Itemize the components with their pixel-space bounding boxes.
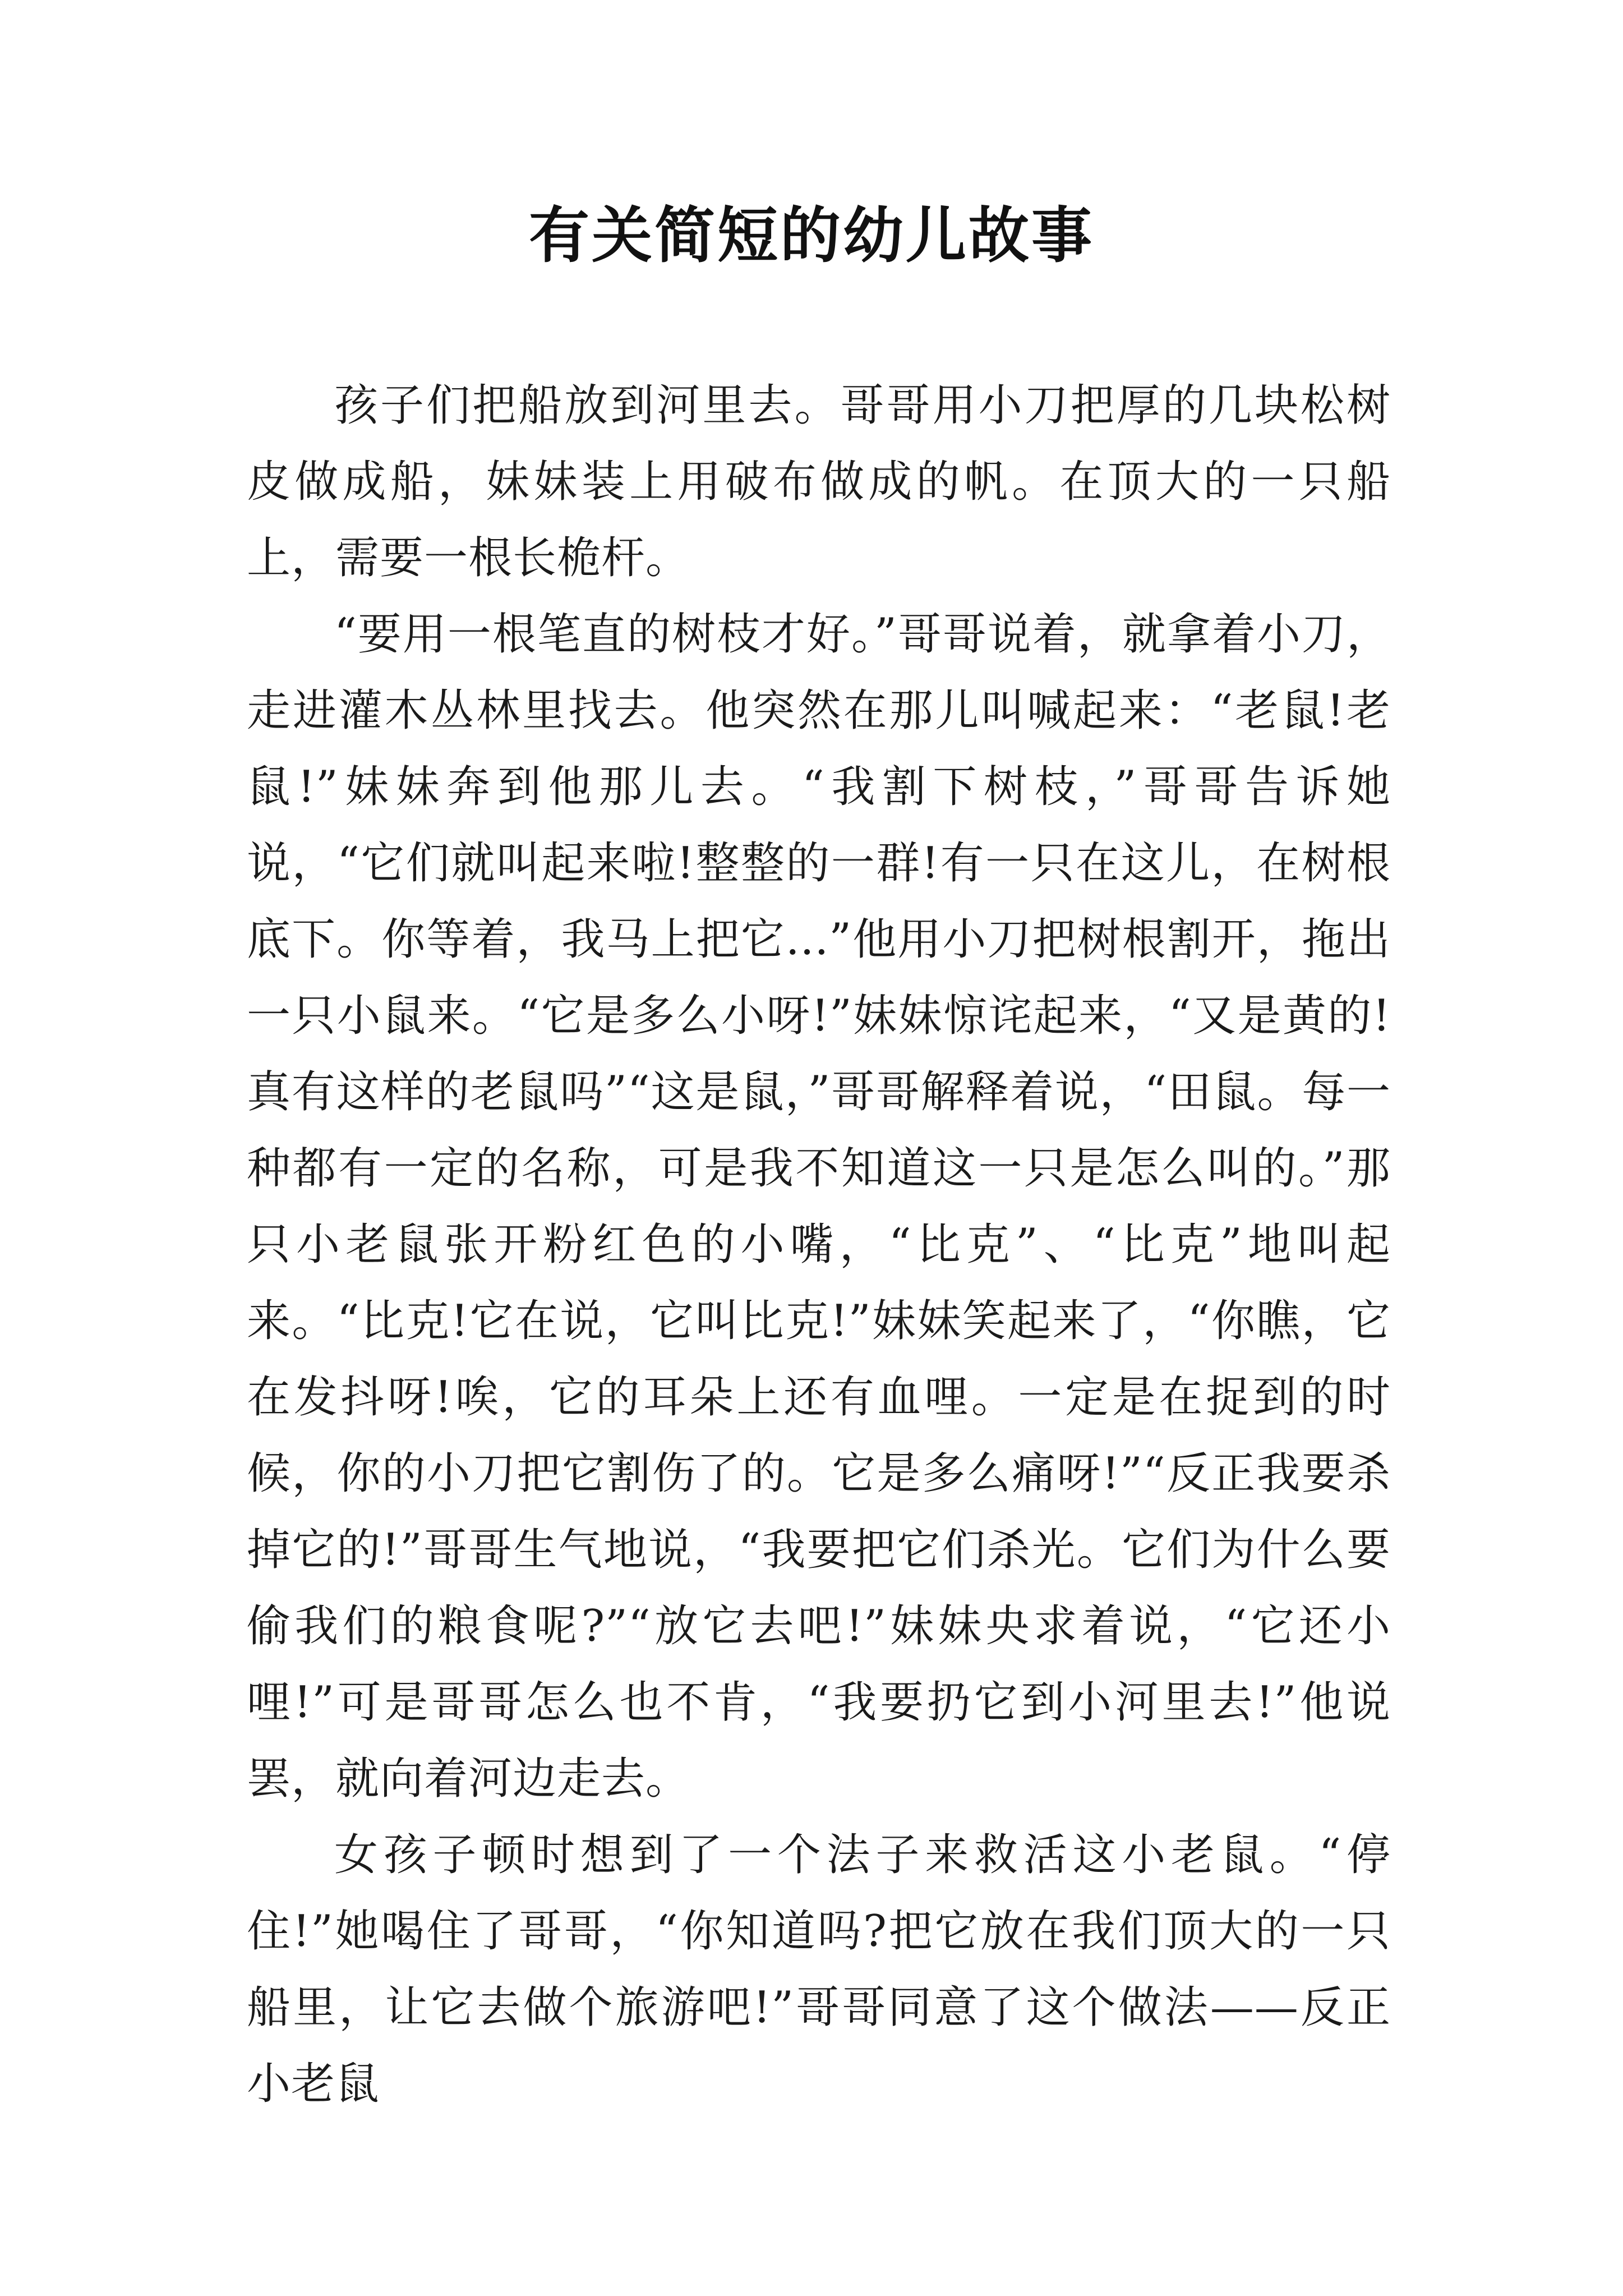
document-title: 有关简短的幼儿故事 [528,200,1094,271]
paragraph: “要用一根笔直的树枝才好。”哥哥说着，就拿着小刀，走进灌木丛林里找去。他突然在那儿叫喊起来：“老鼠!老鼠!”妹妹奔到他那儿去。“我割下树枝，”哥哥告诉她说，“它们就叫起来啦!整整的一群!有一只在这儿，在树根底下。你等着，我马上把它...”他用小刀把树根割开，拖出一只小鼠来。“它是多么小呀!”妹妹惊诧起来，“又是黄的!真有这样的老鼠吗”“这是鼠，”哥哥解释着说，“田鼠。每一种都有一定的名称，可是我不知道这一只是怎么叫的。”那只小老鼠张开粉红色的小嘴，“比克”、“比克”地叫起来。“比克!它在说，它叫比克!”妹妹笑起来了，“你瞧，它在发抖呀!唉，它的耳朵上还有血哩。一定是在捉到的时候，你的小刀把它割伤了的。它是多么痛呀!”“反正我要杀掉它的!”哥哥生气地说，“我要把它们杀光。它们为什么要偷我们的粮食呢?”“放它去吧!”妹妹央求着说，“它还小哩!”可是哥哥怎么也不肯，“我要扔它到小河里去!”他说罢，就向着河边走去。 [247,609,1391,1804]
paragraph: 女孩子顿时想到了一个法子来救活这小老鼠。“停住!”她喝住了哥哥，“你知道吗?把它放在我们顶大的一只船里，让它去做个旅游吧!”哥哥同意了这个做法——反正小老鼠 [247,1830,1391,2109]
document-body [247,367,1391,2122]
paragraph: 孩子们把船放到河里去。哥哥用小刀把厚的几块松树皮做成船，妹妹装上用破布做成的帆。在顶大的一只船上，需要一根长桅杆。 [247,380,1391,583]
